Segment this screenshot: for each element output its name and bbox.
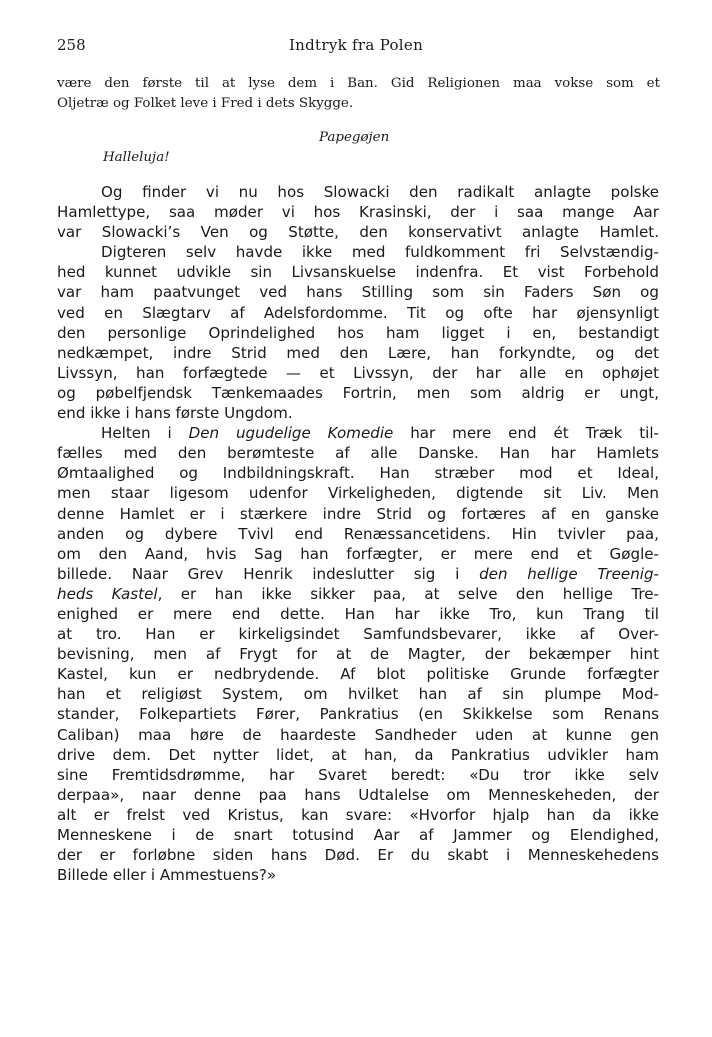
text-line: Ømtaalighed og Indbildningskraft. Han stræber mod et Ideal, bbox=[57, 464, 659, 483]
text-line bbox=[57, 584, 659, 604]
text-line: stander, Folkepartiets Fører, Pankratius (en Skikkelse som Renans bbox=[57, 705, 659, 724]
text-line: men staar ligesom udenfor Virkeligheden, digtende sit Liv. Men bbox=[57, 484, 659, 503]
quote-line: være den første til at lyse dem i Ban. Gid Religionen maa vokse som et bbox=[57, 76, 660, 91]
text-line: Billede eller i Ammestuens?» bbox=[57, 866, 277, 885]
running-title: Indtryk fra Polen bbox=[288, 36, 424, 54]
body-text bbox=[57, 182, 659, 885]
text-run: Helten i bbox=[101, 424, 189, 443]
text-run: , er han ikke sikker paa, at selve den hellige Tre- bbox=[157, 584, 659, 603]
text-line: og pøbelfjendsk Tænkemaades Fortrin, men som aldrig er ungt, bbox=[57, 383, 659, 402]
text-line: den personlige Oprindelighed hos ham ligget i en, bestandigt bbox=[57, 323, 659, 342]
text-line: Hamlettype, saa møder vi hos Krasinski, der i saa mange Aar bbox=[57, 203, 659, 222]
text-line: bevisning, men af Frygt for at de Magter, der bekæmper hint bbox=[57, 645, 659, 664]
work-title: Den ugudelige Komedie bbox=[188, 424, 394, 443]
text-line: der er forløbne siden hans Død. Er du skabt i Menneskehedens bbox=[57, 846, 659, 865]
text-line: nedkæmpet, indre Strid med den Lære, han forkyndte, og det bbox=[57, 343, 659, 362]
work-title: heds Kastel bbox=[57, 584, 158, 603]
text-line bbox=[57, 564, 659, 584]
text-line: drive dem. Det nytter lidet, at han, da Pankratius udvikler ham bbox=[57, 745, 659, 764]
text-line: at tro. Han er kirkeligsindet Samfundsbevarer, ikke af Over- bbox=[57, 625, 659, 644]
text-line: Kastel, kun er nedbrydende. Af blot politiske Grunde forfægter bbox=[57, 665, 659, 684]
text-line: derpaa», naar denne paa hans Udtalelse om Menneskeheden, der bbox=[57, 785, 659, 804]
text-line: denne Hamlet er i stærkere indre Strid og fortæres af en ganske bbox=[57, 504, 659, 523]
text-run: har mere end ét Træk til- bbox=[393, 424, 659, 443]
text-line: alt er frelst ved Kristus, kan svare: «Hvorfor hjalp han da ikke bbox=[57, 805, 659, 824]
page-number: 258 bbox=[57, 36, 86, 54]
text-line: ved en Slægtarv af Adelsfordomme. Tit og ofte har øjensynligt bbox=[57, 303, 659, 322]
quote-block bbox=[57, 75, 660, 115]
running-head bbox=[57, 36, 655, 56]
text-line: sine Fremtidsdrømme, har Svaret beredt: «Du tror ikke selv bbox=[57, 765, 659, 784]
text-line: var Slowacki’s Ven og Støtte, den konservativt anlagte Hamlet. bbox=[57, 223, 659, 242]
work-title: den hellige Treenig- bbox=[479, 564, 659, 583]
text-line: Og finder vi nu hos Slowacki den radikalt anlagte polske bbox=[101, 183, 659, 201]
text-line: han et religiøst System, om hvilket han af sin plumpe Mod- bbox=[57, 685, 659, 704]
text-line: om den Aand, hvis Sag han forfægter, er mere end et Gøgle- bbox=[57, 544, 659, 563]
text-line: fælles med den berømteste af alle Danske. Han har Hamlets bbox=[57, 444, 659, 463]
text-line: Caliban) maa høre de haardeste Sandheder uden at kunne gen bbox=[57, 725, 659, 744]
text-line: enighed er mere end dette. Han har ikke Tro, kun Trang til bbox=[57, 604, 659, 623]
text-run: billede. Naar Grev Henrik indeslutter sig i bbox=[57, 564, 480, 583]
text-line: Livssyn, han forfægtede — et Livssyn, der har alle en ophøjet bbox=[57, 363, 659, 382]
text-line bbox=[57, 423, 659, 443]
text-line: var ham paatvunget ved hans Stilling som sin Faders Søn og bbox=[57, 283, 659, 302]
text-line: Digteren selv havde ikke med fuldkomment fri Selvstændig- bbox=[101, 243, 659, 262]
text-line: anden og dybere Tvivl end Renæssancetidens. Hin tvivler paa, bbox=[57, 524, 659, 543]
text-line: hed kunnet udvikle sin Livsanskuelse indenfra. Et vist Forbehold bbox=[57, 263, 659, 282]
text-line: end ikke i hans første Ungdom. bbox=[57, 404, 293, 423]
text-line: Menneskene i de snart totusind Aar af Jammer og Elendighed, bbox=[57, 826, 659, 844]
exclamation: Halleluja! bbox=[103, 150, 170, 165]
quote-line: Oljetræ og Folket leve i Fred i dets Skygge. bbox=[57, 96, 354, 112]
speaker-name: Papegøjen bbox=[319, 130, 390, 145]
